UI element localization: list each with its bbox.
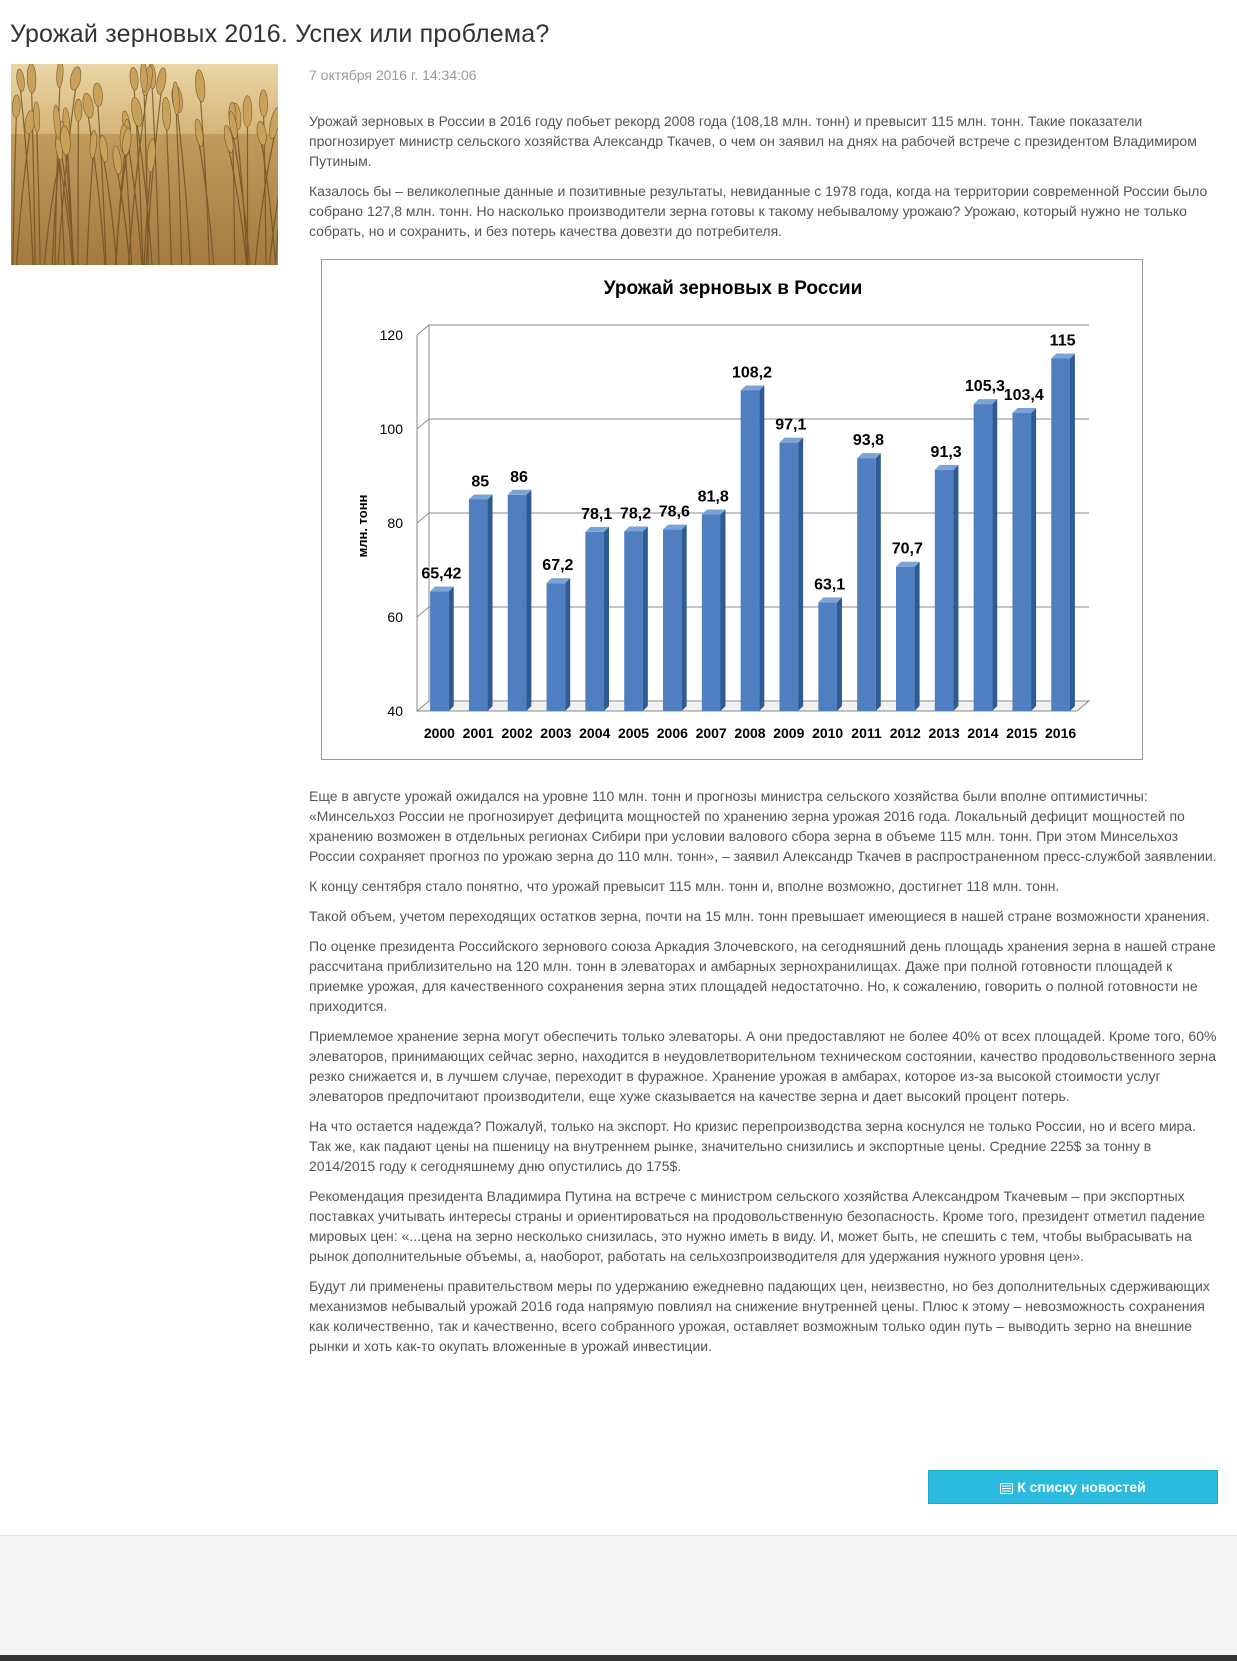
x-tick-label: 2016 (1045, 725, 1077, 741)
article-paragraph: Такой объем, учетом переходящих остатков зерна, почти на 15 млн. тонн превышает имеющиеся в нашей стране возможности хранения. (309, 908, 1210, 924)
y-tick-label: 80 (387, 515, 403, 531)
chart-bar-side (449, 587, 454, 711)
chart-data-label: 85 (471, 473, 490, 491)
chart-bar (974, 399, 998, 711)
harvest-chart (321, 259, 1143, 760)
chart-bar-front (702, 515, 721, 711)
x-tick-label: 2015 (1006, 725, 1038, 741)
article-paragraph: На что остается надежда? Пожалуй, только на экспорт. Но кризис перепроизводства зерна коснулся не только России, но и всего мира. Так же, как падают цены на пшеницу на внутреннем рынке, значительно снизились и экспортные цены. Средние 225$ за тонну в 2014/2015 году к сегодняшнему дню опустились до 175$. (309, 1118, 1196, 1174)
chart-bar-front (547, 583, 566, 711)
article-paragraph: Будут ли применены правительством меры по удержанию ежедневно падающих цен, неизвестно, но без дополнительных сдерживающих механизмов небывалый урожай 2016 года напрямую повлиял на снижение внутренней цены. Плюс к этому – невозможность сохранения как количественно, так и качественно, всего собранного урожая, оставляет возможным только один путь – выводить зерно на внешние рынки и хоть как-то окупать вложенные в урожай инвестиции. (309, 1278, 1210, 1354)
y-tick-label: 60 (387, 609, 403, 625)
article-paragraph: По оценке президента Российского зернового союза Аркадия Злочевского, на сегодняшний день площадь хранения зерна в нашей стране рассчитана приблизительно на 120 млн. тонн в элеваторах и амбарных зернохранилищах. Даже при полной готовности площадей к приемке урожая, для качественного сохранения зерна этих площадей недостаточно. Но, к сожалению, говорить о полной готовности не приходится. (309, 938, 1216, 1014)
chart-bar-front (818, 602, 837, 711)
chart-bar-front (585, 532, 604, 711)
chart-gridline-diag (417, 513, 429, 523)
chart-data-label: 86 (510, 468, 528, 486)
chart-data-label: 78,2 (619, 505, 652, 523)
chart-data-label: 115 (1049, 332, 1076, 350)
x-tick-label: 2003 (540, 725, 572, 741)
chart-bar-front (857, 458, 876, 711)
page-footer (0, 1535, 1237, 1656)
chart-data-label: 70,7 (891, 540, 923, 558)
x-tick-label: 2006 (656, 725, 688, 741)
chart-gridline-diag (417, 419, 429, 429)
chart-bar-front (974, 404, 993, 711)
chart-gridline-diag (417, 325, 429, 335)
chart-data-label: 63,1 (814, 576, 846, 594)
chart-bar-front (896, 567, 915, 711)
chart-bar-side (915, 562, 920, 711)
chart-bar (663, 525, 687, 711)
article-paragraph: К концу сентября стало понятно, что урожай превысит 115 млн. тонн и, вполне возможно, достигнет 118 млн. тонн. (309, 878, 1060, 894)
chart-bar (1012, 408, 1036, 711)
chart-bar-side (643, 526, 648, 711)
chart-bar-side (488, 495, 493, 712)
chart-bar (624, 526, 648, 711)
x-tick-label: 2005 (617, 725, 650, 741)
chart-title: Урожай зерновых в России (603, 278, 863, 299)
chart-data-label: 103,4 (1003, 387, 1044, 405)
chart-bar-front (741, 390, 760, 711)
chart-bar (430, 587, 454, 711)
chart-bar (896, 562, 920, 711)
article-paragraph: Урожай зерновых в России в 2016 году побьет рекорд 2008 года (108,18 млн. тонн) и превысит 115 млн. тонн. Такие показатели прогнозирует министр сельского хозяйства Александр Ткачев, о чем он заявил на днях на рабочей встрече с президентом Владимиром Путиным. (309, 113, 1197, 169)
chart-data-label: 78,1 (581, 505, 613, 523)
chart-data-label: 108,2 (731, 364, 773, 382)
x-tick-label: 2000 (423, 725, 455, 741)
chart-bar-front (624, 531, 643, 711)
x-tick-label: 2013 (928, 725, 960, 741)
article-paragraph: Приемлемое хранение зерна могут обеспечить только элеваторы. А они предоставляют не более 40% от всех площадей. Кроме того, 60% элеваторов, принимающих сейчас зерно, находится в неудовлетворительном техническом состоянии, качество продовольственного зерна резко снижается и, в лучшем случае, переходит в фуражное. Хранение урожая в амбарах, которое из-за высокой стоимости услуг элеваторов предпочитают производители, еще хуже сказывается на качестве зерна и дает высокий процент потерь. (309, 1028, 1217, 1104)
chart-bar-front (935, 470, 954, 711)
chart-bar (508, 490, 532, 711)
chart-bar-side (953, 465, 958, 711)
chart-data-label: 105,3 (964, 378, 1005, 396)
chart-bar-front (780, 443, 799, 711)
x-tick-label: 2002 (501, 725, 533, 741)
y-tick-label: 100 (379, 421, 403, 437)
x-tick-label: 2012 (889, 725, 921, 741)
chart-bar (741, 385, 765, 711)
chart-bar-side (992, 399, 997, 711)
chart-bar-front (663, 530, 682, 711)
harvest-chart-svg (322, 260, 1144, 761)
x-tick-label: 2014 (967, 725, 999, 741)
list-icon (1000, 1473, 1013, 1505)
article-paragraph: Еще в августе урожай ожидался на уровне 110 млн. тонн и прогнозы министра сельского хозяйства были вполне оптимистичны: «Минсельхоз России не прогнозирует дефицита мощностей по хранению зерна урожая 2016 года. Локальный дефицит мощностей по хранению возможен в отдельных регионах Сибири при условии валового сбора зерна в объеме 115 млн. тонн. При этом Минсельхоз России сохраняет прогноз по урожаю зерна до 110 млн. тонн», – заявил Александр Ткачев в распространенном пресс-службой заявлении. (309, 788, 1217, 864)
article-date: 7 октября 2016 г. 14:34:06 (309, 67, 477, 83)
chart-data-label: 81,8 (697, 488, 729, 506)
chart-bar-side (1031, 408, 1036, 711)
article-content (309, 64, 1221, 1366)
y-tick-label: 40 (387, 703, 403, 719)
chart-data-label: 67,2 (542, 557, 574, 575)
article-paragraph: Казалось бы – великолепные данные и позитивные результаты, невиданные с 1978 года, когда на территории современной России было собрано 127,8 млн. тонн. Но насколько производители зерна готовы к такому небывалому урожаю? Урожаю, который нужно не только собрать, но и сохранить, и без потерь качества довезти до потребителя. (309, 183, 1208, 239)
chart-bar-front (1051, 359, 1070, 712)
x-tick-label: 2007 (695, 725, 727, 741)
x-tick-label: 2004 (579, 725, 611, 741)
chart-data-label: 78,6 (658, 503, 690, 521)
chart-bar-side (604, 527, 609, 711)
chart-y-axis-label: млн. тонн (355, 494, 370, 558)
chart-bar-side (837, 597, 842, 711)
chart-bar-front (469, 500, 488, 712)
y-tick-label: 120 (379, 327, 403, 343)
chart-bar (780, 438, 804, 711)
chart-bar (935, 465, 959, 711)
chart-data-label: 97,1 (775, 416, 807, 434)
chart-bar-side (876, 453, 881, 711)
chart-data-label: 65,42 (421, 565, 462, 583)
chart-bar (469, 495, 493, 712)
chart-data-label: 91,3 (930, 443, 962, 461)
chart-bar-side (682, 525, 687, 711)
chart-bar-side (798, 438, 803, 711)
chart-bar (818, 597, 842, 711)
x-tick-label: 2009 (773, 725, 805, 741)
article-title: Урожай зерновых 2016. Успех или проблема? (10, 20, 550, 48)
wheat-field-image (11, 64, 278, 265)
x-tick-label: 2011 (851, 725, 882, 741)
chart-bar-side (1070, 354, 1075, 712)
x-tick-label: 2010 (812, 725, 844, 741)
article-paragraph: Рекомендация президента Владимира Путина на встрече с министром сельского хозяйства Александром Ткачевым – при экспортных поставках учитывать интересы страны и ориентироваться на продовольственную безопасность. Кроме того, президент отметил падение мировых цен: «...цена на зерно несколько снизилась, это нужно иметь в виду. И, может быть, не спешить с тем, чтобы выбрасывать на рынок дополнительные объемы, а, наоборот, работать на сельхозпроизводителя для удержания нужного уровня цен». (309, 1188, 1205, 1264)
chart-bar-front (508, 495, 527, 711)
bottom-bar (0, 1655, 1237, 1661)
back-to-news-button[interactable] (928, 1470, 1218, 1504)
chart-data-label: 93,8 (852, 432, 885, 450)
chart-bar (547, 578, 571, 711)
chart-bar (702, 510, 726, 711)
chart-bar-side (720, 510, 725, 711)
x-tick-label: 2001 (462, 725, 494, 741)
chart-bar-side (759, 385, 764, 711)
chart-bar-front (430, 592, 449, 711)
chart-bar-side (526, 490, 531, 711)
chart-gridline-diag (417, 607, 429, 617)
chart-bar-front (1012, 413, 1031, 711)
back-to-news-label: К списку новостей (1017, 1479, 1146, 1495)
chart-bar (857, 453, 881, 711)
chart-bar (585, 527, 609, 711)
chart-bar (1051, 354, 1075, 712)
chart-bar-side (565, 578, 570, 711)
x-tick-label: 2008 (734, 725, 766, 741)
